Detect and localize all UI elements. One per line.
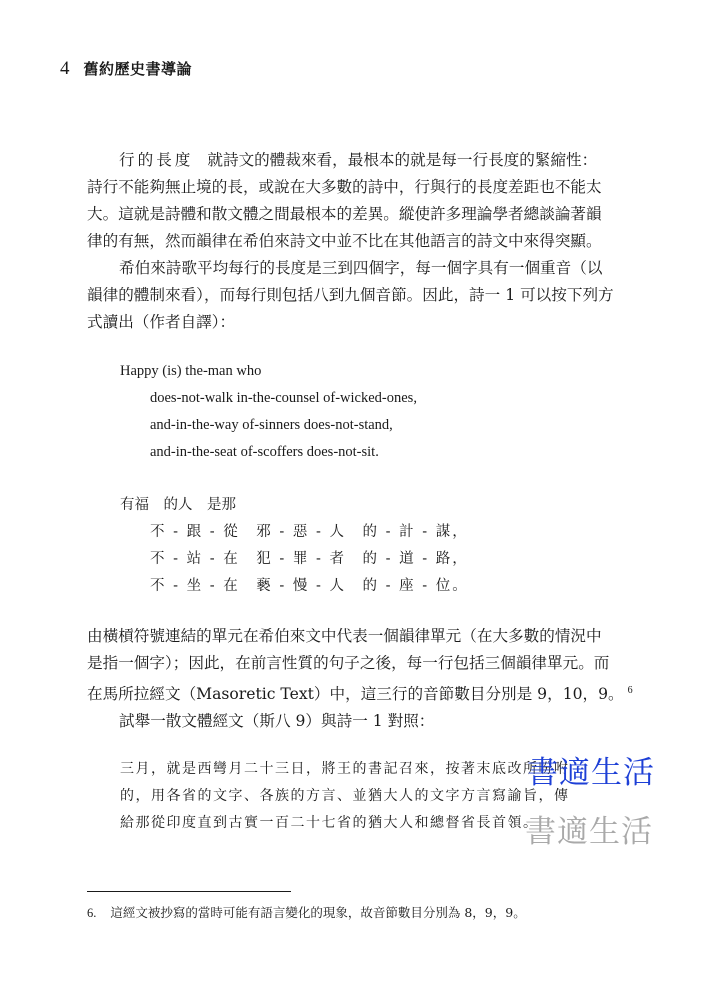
prose-quote-line: 三月，就是西彎月二十三日，將王的書記召來，按著末底改所吩咐 — [120, 761, 570, 777]
section-term: 行的長度 — [119, 151, 194, 169]
prose-quote-line: 給那從印度直到古實一百二十七省的猶大人和總督省長首領。 — [120, 815, 539, 831]
intro-line-2: 詩行不能夠無止境的長，或說在大多數的詩中，行與行的長度差距也不能太 — [87, 178, 602, 196]
chinese-verse-line: 不 - 跟 - 從 邪 - 惡 - 人 的 - 計 - 謀， — [150, 524, 469, 540]
explanation-line-1: 由橫槓符號連結的單元在希伯來文中代表一個韻律單元（在大多數的情況中 — [87, 627, 602, 645]
footnote-divider — [87, 891, 291, 892]
comparison-intro: 試舉一散文體經文（斯八 9）與詩一 1 對照： — [119, 712, 435, 731]
chinese-verse-line: 有福 的人 是那 — [120, 497, 236, 513]
meter-line-2: 韻律的體制來看），而每行則包括八到九個音節。因此，詩一 1 可以按下列方 — [87, 286, 614, 304]
english-verse-line: Happy (is) the-man who — [120, 363, 262, 379]
english-verse-line: and-in-the-seat of-scoffers does-not-sit. — [150, 444, 379, 460]
intro-paragraph — [87, 147, 647, 255]
intro-line-4: 律的有無，然而韻律在希伯來詩文中並不比在其他語言的詩文中來得突顯。 — [87, 232, 602, 250]
chinese-verse-line: 不 - 站 - 在 犯 - 罪 - 者 的 - 道 - 路， — [150, 551, 469, 567]
intro-line-3: 大。這就是詩體和散文體之間最根本的差異。縱使許多理論學者總談論著韻 — [87, 205, 602, 223]
chinese-verse — [120, 492, 469, 600]
watermark-blue: 書適生活 — [527, 755, 655, 791]
explanation-line-2: 是指一個字）；因此，在前言性質的句子之後，每一行包括三個韻律單元。而 — [87, 654, 610, 672]
page-header — [60, 58, 192, 84]
meter-paragraph — [87, 255, 647, 336]
footnote-number: 6. — [87, 906, 97, 920]
meter-line-1: 希伯來詩歌平均每行的長度是三到四個字，每一個字具有一個重音（以 — [119, 259, 603, 277]
english-verse — [120, 358, 417, 466]
chinese-verse-line: 不 - 坐 - 在 褻 - 慢 - 人 的 - 座 - 位。 — [150, 578, 469, 594]
footnote-text: 這經文被抄寫的當時可能有語言變化的現象，故音節數目分別為 8，9，9。 — [110, 905, 526, 920]
meter-line-3: 式讀出（作者自譯）： — [87, 313, 236, 331]
prose-quote-line: 的，用各省的文字、各族的方言、並猶大人的文字方言寫諭旨，傳 — [120, 788, 570, 804]
page-number: 4 — [60, 58, 70, 79]
english-verse-line: and-in-the-way of-sinners does-not-stand, — [150, 417, 393, 433]
footnote — [87, 904, 526, 922]
intro-line-1: 就詩文的體裁來看，最根本的就是每一行長度的緊縮性： — [207, 151, 598, 169]
explanation-paragraph — [87, 623, 647, 735]
english-verse-line: does-not-walk in-the-counsel of-wicked-ones, — [150, 390, 417, 406]
explanation-line-3: 在馬所拉經文（Masoretic Text）中，這三行的音節數目分別是 9，10，9。 — [87, 685, 624, 704]
running-title: 舊約歷史書導論 — [83, 60, 193, 78]
watermark-gray: 書適生活 — [525, 814, 653, 850]
footnote-reference: 6 — [627, 685, 633, 696]
